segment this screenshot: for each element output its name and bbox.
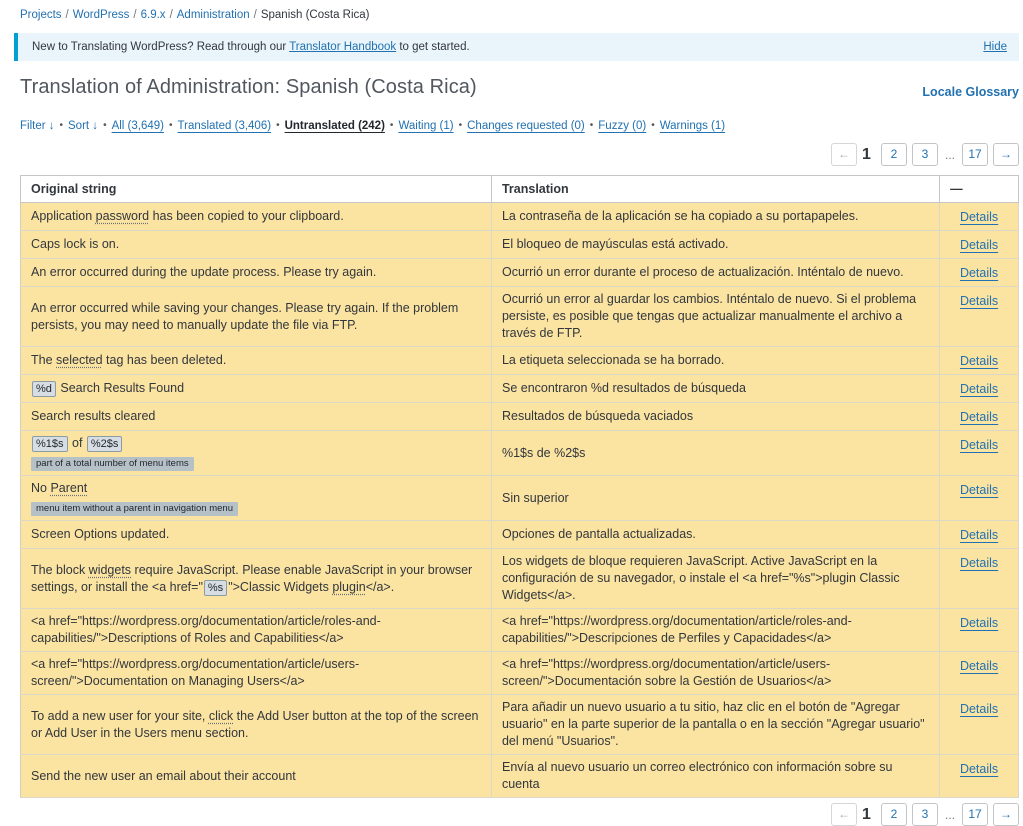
original-string-cell[interactable] (21, 259, 492, 287)
translation-cell[interactable] (491, 609, 939, 652)
pagination-top (20, 143, 1019, 166)
table-body (21, 203, 1019, 798)
original-text: of (68, 436, 86, 450)
translation-cell[interactable] (491, 231, 939, 259)
original-text: ">Classic Widgets (228, 579, 333, 594)
notice-text (32, 40, 470, 54)
original-text: the Add User button at the top of the screen or Add User in the Users menu section. (31, 708, 479, 740)
sort-menu-toggle[interactable]: Sort ↓ (68, 120, 99, 132)
translation-row[interactable] (21, 431, 1019, 476)
translation-text: Envía al nuevo usuario un correo electrónico con información sobre su cuenta (501, 760, 893, 791)
placeholder-chip: %d (32, 381, 56, 397)
translation-text: Opciones de pantalla actualizadas. (501, 527, 696, 541)
details-link[interactable]: Details (959, 266, 999, 280)
original-string-cell[interactable] (21, 652, 492, 695)
details-cell (940, 203, 1019, 231)
translation-row[interactable] (21, 375, 1019, 403)
column-header-actions: — (940, 176, 1019, 203)
original-text: </a>. (365, 579, 395, 594)
translation-row[interactable] (21, 652, 1019, 695)
original-string-cell[interactable] (21, 476, 492, 521)
details-cell (940, 755, 1019, 798)
glossary-term: selected (56, 353, 103, 367)
glossary-term: plugin (332, 579, 366, 594)
details-link[interactable]: Details (959, 294, 999, 308)
original-text: Search results cleared (31, 409, 156, 423)
original-text: Send the new user an email about their account (31, 768, 296, 783)
translation-cell[interactable] (491, 476, 939, 521)
notice-text-after: to get started. (396, 41, 470, 53)
original-text: require JavaScript. Please enable JavaScript in your browser settings, or install the <a href=" (31, 562, 473, 594)
details-link[interactable]: Details (959, 238, 999, 252)
pagination-prev-button: ← (831, 803, 857, 826)
translation-text: El bloqueo de mayúsculas está activado. (501, 237, 729, 251)
translation-cell[interactable] (491, 259, 939, 287)
translation-text: %1$s de %2$s (501, 445, 586, 460)
details-link[interactable]: Details (959, 762, 999, 776)
translation-cell[interactable] (491, 755, 939, 798)
bullet-separator: • (651, 120, 655, 131)
details-cell (940, 231, 1019, 259)
bullet-separator: • (169, 120, 173, 131)
translation-text: Ocurrió un error durante el proceso de actualización. Inténtalo de nuevo. (501, 265, 904, 279)
translations-table (20, 175, 1019, 798)
notice-text-before: New to Translating WordPress? Read through our (32, 41, 290, 53)
details-link[interactable]: Details (959, 702, 999, 716)
translation-text: Para añadir un nuevo usuario a tu sitio, haz clic en el botón de "Agregar usuario" en la parte superior de la pantalla o en la sección "Agregar usuario" del menú "Usuarios". (501, 700, 925, 748)
details-cell (940, 521, 1019, 549)
filter-toolbar (20, 119, 1019, 133)
hide-notice-link[interactable]: Hide (983, 41, 1007, 53)
original-text: has been copied to your clipboard. (149, 209, 344, 223)
details-cell (940, 403, 1019, 431)
details-cell (940, 375, 1019, 403)
pagination-page-17-button[interactable]: 17 (962, 143, 988, 166)
translation-cell[interactable] (491, 403, 939, 431)
translation-cell[interactable] (491, 549, 939, 609)
translation-cell[interactable] (491, 203, 939, 231)
details-link[interactable]: Details (959, 616, 999, 630)
breadcrumb-link-administration[interactable]: Administration (176, 9, 250, 21)
filter-link-untranslated[interactable]: Untranslated (242) (284, 120, 385, 132)
original-string-cell[interactable] (21, 695, 492, 755)
translation-row[interactable] (21, 287, 1019, 347)
bullet-separator: • (103, 120, 107, 131)
original-text: To add a new user for your site, (31, 708, 209, 723)
translation-row[interactable] (21, 695, 1019, 755)
translation-text: <a href="https://wordpress.org/documentation/article/roles-and-capabilities/">Descripciones de Perfiles y Capacidades</a> (501, 614, 852, 645)
translation-cell[interactable] (491, 287, 939, 347)
translator-handbook-link[interactable]: Translator Handbook (289, 41, 397, 53)
details-cell (940, 287, 1019, 347)
breadcrumb (20, 0, 1019, 22)
translation-text: Ocurrió un error al guardar los cambios. Inténtalo de nuevo. Si el problema persiste, es posible que tengas que actualizar manualmente el archivo a través de FTP. (501, 292, 917, 340)
original-text: An error occurred during the update process. Please try again. (31, 265, 377, 279)
details-link[interactable]: Details (959, 438, 999, 452)
column-header-original: Original string (21, 176, 492, 203)
translation-text: Los widgets de bloque requieren JavaScript. Active JavaScript en la configuración de su navegador, o instale el <a href="%s">plugin Classic Widgets</a>. (501, 554, 900, 602)
pagination-page-3-button[interactable]: 3 (912, 803, 938, 826)
original-text: Search Results Found (56, 381, 185, 395)
original-string-cell[interactable] (21, 549, 492, 609)
context-badge: menu item without a parent in navigation menu (31, 502, 238, 516)
original-string-cell[interactable] (21, 755, 492, 798)
bullet-separator: • (458, 120, 463, 131)
breadcrumb-link-version[interactable]: 6.9.x (140, 9, 166, 21)
details-link[interactable]: Details (959, 354, 999, 368)
translation-text: <a href="https://wordpress.org/documentation/article/users-screen/">Documentación sobre la Gestión de Usuarios</a> (501, 657, 832, 688)
details-link[interactable]: Details (959, 382, 999, 396)
original-text: Application (31, 209, 96, 223)
translation-cell[interactable] (491, 521, 939, 549)
filter-link-warnings[interactable]: Warnings (1) (659, 120, 726, 132)
original-text: Caps lock is on. (31, 237, 120, 251)
details-cell (940, 652, 1019, 695)
column-header-translation: Translation (491, 176, 939, 203)
bullet-separator: • (389, 120, 394, 131)
pagination-next-button[interactable]: → (993, 143, 1019, 166)
breadcrumb-separator: / (65, 9, 69, 21)
original-text: <a href="https://wordpress.org/documentation/article/roles-and-capabilities/">Descriptions of Roles and Capabilities</a> (31, 614, 381, 645)
table-header-row (21, 176, 1019, 203)
page-title: Translation of Administration: Spanish (Costa Rica) (20, 76, 477, 98)
details-link[interactable]: Details (959, 528, 999, 542)
translation-row[interactable] (21, 609, 1019, 652)
breadcrumb-link-wordpress[interactable]: WordPress (72, 9, 130, 21)
translation-row[interactable] (21, 203, 1019, 231)
details-cell (940, 609, 1019, 652)
placeholder-chip: %2$s (87, 436, 123, 452)
translation-cell[interactable] (491, 375, 939, 403)
pagination-ellipsis: ... (944, 147, 955, 162)
filter-link-translated[interactable]: Translated (3,406) (177, 120, 272, 132)
details-cell (940, 347, 1019, 375)
translation-row[interactable] (21, 755, 1019, 798)
placeholder-chip: %s (204, 580, 227, 596)
filter-link-fuzzy[interactable]: Fuzzy (0) (598, 120, 647, 132)
translation-cell[interactable] (491, 431, 939, 476)
pagination-page-2-button[interactable]: 2 (881, 143, 907, 166)
details-cell (940, 695, 1019, 755)
translation-text: La contraseña de la aplicación se ha copiado a su portapapeles. (501, 209, 859, 223)
translation-text: Sin superior (501, 490, 569, 505)
details-cell (940, 476, 1019, 521)
filter-link-waiting[interactable]: Waiting (1) (398, 120, 454, 132)
details-link[interactable]: Details (959, 556, 999, 570)
pagination-next-button[interactable]: → (993, 803, 1019, 826)
pagination-bottom (20, 803, 1019, 826)
original-text: No (31, 481, 51, 495)
locale-glossary-link[interactable]: Locale Glossary (922, 85, 1019, 99)
details-link[interactable]: Details (959, 659, 999, 673)
glossary-term: password (95, 209, 150, 223)
title-row (20, 76, 1019, 99)
bullet-separator: • (589, 120, 594, 131)
translation-text: Se encontraron %d resultados de búsqueda (501, 381, 746, 395)
translation-row[interactable] (21, 549, 1019, 609)
breadcrumb-current-locale: Spanish (Costa Rica) (260, 9, 370, 21)
pagination-page-2-button[interactable]: 2 (881, 803, 907, 826)
placeholder-chip: %1$s (32, 436, 68, 452)
original-string-cell[interactable] (21, 231, 492, 259)
translation-text: Resultados de búsqueda vaciados (501, 409, 694, 423)
translation-cell[interactable] (491, 347, 939, 375)
translation-text: La etiqueta seleccionada se ha borrado. (501, 353, 725, 367)
translation-row[interactable] (21, 231, 1019, 259)
original-string-cell[interactable] (21, 521, 492, 549)
pagination-current-page: 1 (861, 145, 871, 163)
translation-row[interactable] (21, 521, 1019, 549)
original-string-cell[interactable] (21, 347, 492, 375)
pagination-current-page: 1 (861, 805, 871, 823)
details-cell (940, 549, 1019, 609)
pagination-ellipsis: ... (944, 807, 955, 822)
details-link[interactable]: Details (959, 410, 999, 424)
pagination-page-3-button[interactable]: 3 (912, 143, 938, 166)
original-text: tag has been deleted. (102, 353, 227, 367)
original-string-cell[interactable] (21, 203, 492, 231)
breadcrumb-separator: / (169, 9, 173, 21)
breadcrumb-separator: / (133, 9, 137, 21)
details-link[interactable]: Details (959, 483, 999, 497)
context-badge: part of a total number of menu items (31, 457, 194, 471)
original-string-cell[interactable] (21, 375, 492, 403)
translation-row[interactable] (21, 259, 1019, 287)
translation-row[interactable] (21, 347, 1019, 375)
translator-handbook-notice (14, 33, 1019, 61)
breadcrumb-link-projects[interactable]: Projects (20, 9, 62, 21)
original-text: The (31, 353, 57, 367)
glossary-term: Parent (50, 481, 88, 495)
filter-link-all[interactable]: All (3,649) (111, 120, 164, 132)
details-link[interactable]: Details (959, 210, 999, 224)
original-string-cell[interactable] (21, 287, 492, 347)
original-string-cell[interactable] (21, 431, 492, 476)
pagination-prev-button: ← (831, 143, 857, 166)
translation-cell[interactable] (491, 652, 939, 695)
glossary-term: click (208, 708, 234, 723)
translation-row[interactable] (21, 403, 1019, 431)
translation-cell[interactable] (491, 695, 939, 755)
original-string-cell[interactable] (21, 609, 492, 652)
filter-menu-toggle[interactable]: Filter ↓ (20, 120, 55, 132)
original-text: The block (31, 562, 89, 577)
original-string-cell[interactable] (21, 403, 492, 431)
translation-row[interactable] (21, 476, 1019, 521)
details-cell (940, 431, 1019, 476)
details-cell (940, 259, 1019, 287)
original-text: An error occurred while saving your changes. Please try again. If the problem persists, you may need to manually update the file via FTP. (31, 300, 459, 332)
pagination-page-17-button[interactable]: 17 (962, 803, 988, 826)
original-text: Screen Options updated. (31, 527, 170, 541)
filter-link-changes-requested[interactable]: Changes requested (0) (467, 120, 585, 132)
bullet-separator: • (276, 120, 280, 131)
breadcrumb-separator: / (253, 9, 257, 21)
glossary-term: widgets (88, 562, 132, 577)
original-text: <a href="https://wordpress.org/documentation/article/users-screen/">Documentation on Managing Users</a> (31, 657, 360, 688)
bullet-separator: • (59, 120, 64, 131)
